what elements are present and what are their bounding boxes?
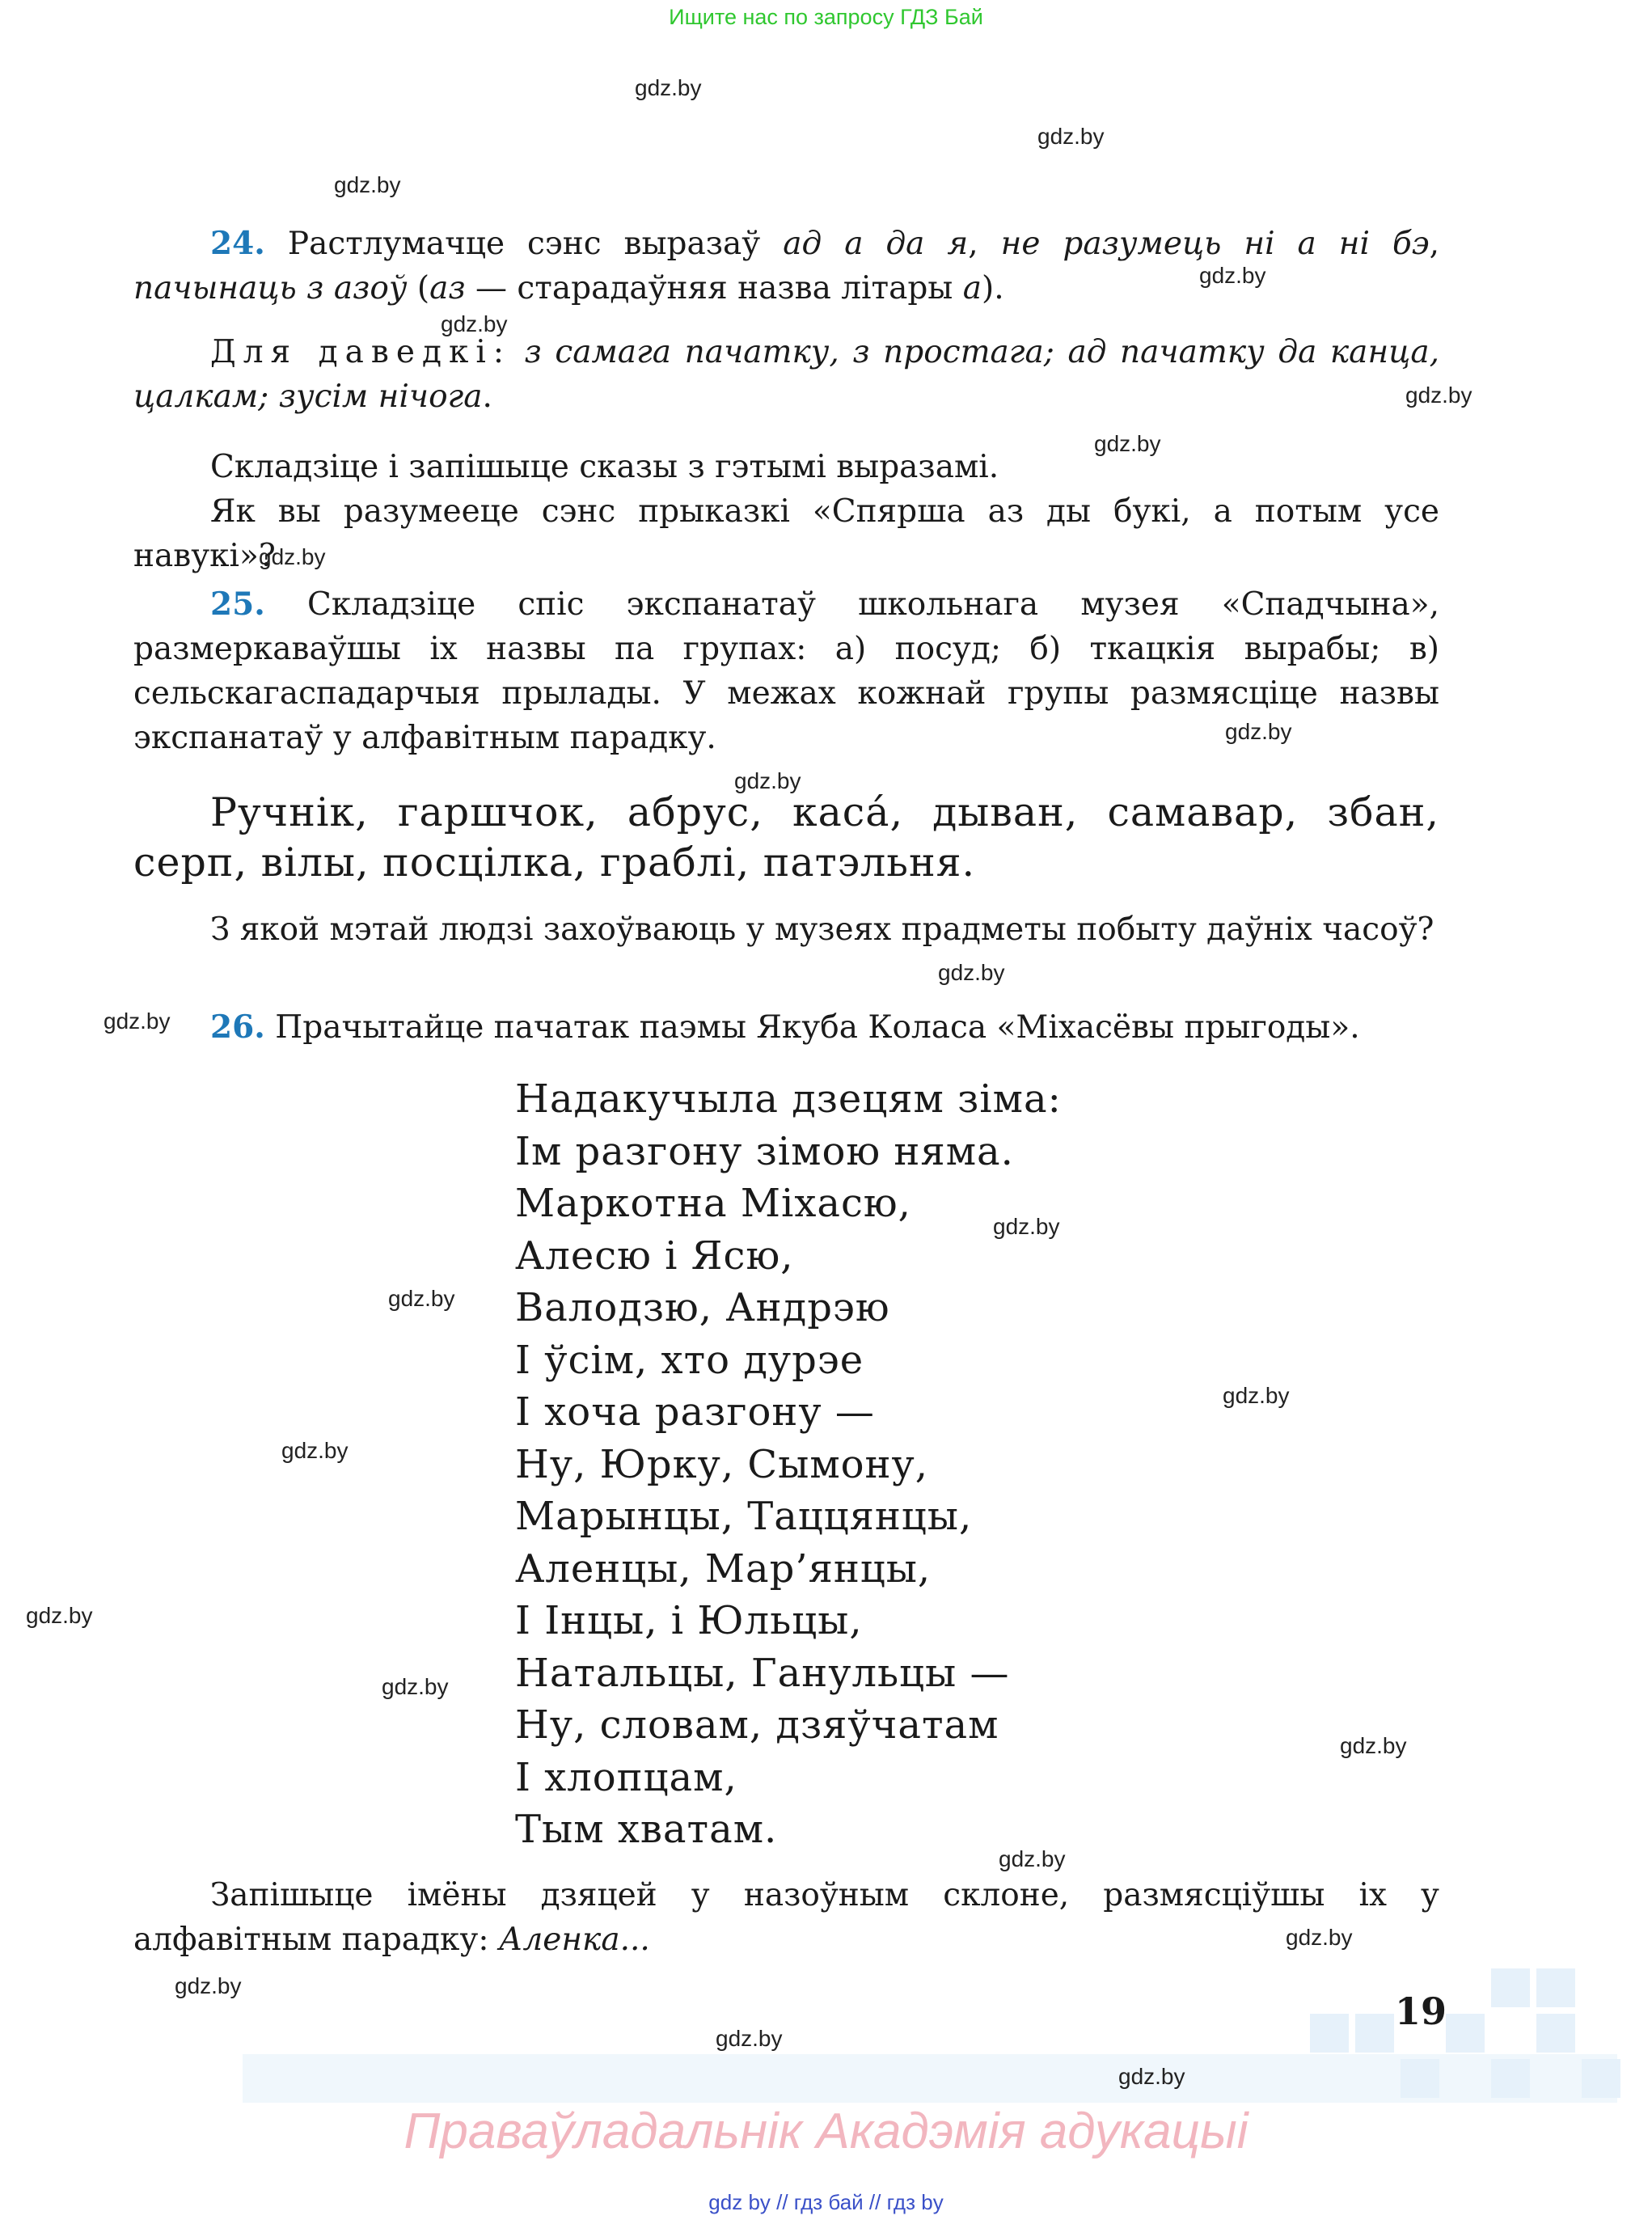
bottom-links[interactable]: gdz by // гдз бай // гдз by [708, 2190, 944, 2214]
poem-line: Маркотна Міхасю, [515, 1181, 911, 1226]
watermark: gdz.by [334, 172, 401, 197]
exercise-24-task: Складзіце і запішыце сказы з гэтымі выразамі. [210, 449, 999, 485]
decor-square [1446, 2014, 1485, 2053]
exercise-26-task: Запішыце імёны дзяцей у назоўным склоне, размясціўшы іх у алфавітным парадку: Аленка... [133, 1877, 1439, 1958]
watermark: gdz.by [26, 1603, 93, 1628]
poem-line: Ну, словам, дзяўчатам [515, 1702, 999, 1748]
exercise-25-question: З якой мэтай людзі захоўваюць у музеях прадметы побыту даўніх часоў? [210, 911, 1434, 948]
poem-line: Валодзю, Андрэю [515, 1285, 890, 1330]
watermark: gdz.by [1340, 1733, 1407, 1758]
reference-label: Для даведкі: [210, 334, 511, 370]
watermark: gdz.by [1118, 2064, 1185, 2089]
copyright-note: Праваўладальнік Акадэмія адукацыі [403, 2103, 1249, 2159]
watermark: gdz.by [716, 2026, 783, 2051]
watermark: gdz.by [1199, 263, 1266, 288]
watermark: gdz.by [1286, 1925, 1353, 1950]
exercise-24-reference: Для даведкі: з самага пачатку, з простага; ад пачатку да канца, цалкам; зусім нічога. [133, 334, 1439, 415]
poem-line: І хоча разгону — [515, 1389, 875, 1435]
decor-square [1310, 2014, 1349, 2053]
decor-strip [243, 2054, 1617, 2103]
watermark: gdz.by [938, 960, 1005, 985]
watermark: gdz.by [259, 544, 326, 569]
exercise-24-question: Як вы разумееце сэнс прыказкі «Спярша аз ды букі, а потым усе навукі»? [133, 493, 1439, 574]
watermark: gdz.by [281, 1438, 349, 1463]
exercise-26-text: 26. Прачытайце пачатак паэмы Якуба Коласа «Міхасёвы прыгоды». [210, 1008, 1360, 1046]
watermark: gdz.by [175, 1973, 242, 1998]
exercise-25-words: Ручнік, гаршчок, абрус, каса́, дыван, самавар, збан, серп, вілы, посцілка, граблі, патэльня. [133, 789, 1439, 886]
poem-line: Натальцы, Ганульцы — [515, 1650, 1010, 1696]
watermark: gdz.by [999, 1846, 1066, 1871]
poem-line: Тым хватам. [515, 1807, 778, 1852]
watermark: gdz.by [1037, 124, 1105, 149]
poem-line: І ўсім, хто дурэе [515, 1337, 864, 1383]
poem-line: Ім разгону зімою няма. [515, 1128, 1014, 1174]
reference-text: з самага пачатку, з простага; ад пачатку да канца, цалкам; зусім нічога [133, 334, 1439, 415]
decor-square [1536, 2014, 1575, 2053]
watermark: gdz.by [441, 311, 508, 336]
exercise-26-number: 26. [210, 1008, 265, 1046]
watermark: gdz.by [382, 1674, 449, 1699]
poem-line: Аленцы, Мар’янцы, [515, 1545, 932, 1592]
exercise-25-number: 25. [210, 586, 265, 623]
poem-line: Алесю і Ясю, [515, 1233, 794, 1279]
top-banner[interactable]: Ищите нас по запросу ГДЗ Бай [669, 5, 983, 29]
watermark: gdz.by [1094, 431, 1161, 456]
poem-line: І Інцы, і Юльцы, [515, 1598, 863, 1643]
watermark: gdz.by [1223, 1383, 1290, 1408]
poem-line: Надакучыла дзецям зіма: [515, 1076, 1062, 1122]
decor-square [1536, 1968, 1575, 2007]
page-number: 19 [1395, 1989, 1447, 2033]
exercise-24-text: 24. Растлумачце сэнс выразаў ад а да я, не разумець ні а ні бэ, пачынаць з азоў (аз — старадаўняя назва літары а). [133, 225, 1440, 307]
poem [515, 1073, 1062, 1856]
watermark: gdz.by [1225, 719, 1292, 744]
decor-square [1491, 1968, 1530, 2007]
watermark: gdz.by [388, 1286, 455, 1311]
exercise-24-number: 24. [210, 225, 265, 262]
watermark: gdz.by [1405, 383, 1472, 408]
watermark: gdz.by [104, 1008, 171, 1034]
watermark: gdz.by [635, 75, 702, 100]
decor-square [1355, 2014, 1394, 2053]
poem-line: І хлопцам, [515, 1754, 737, 1800]
watermark: gdz.by [993, 1214, 1060, 1239]
watermark: gdz.by [734, 768, 801, 793]
poem-line: Марынцы, Таццянцы, [515, 1494, 973, 1539]
exercise-25-text: 25. Складзіце спіс экспанатаў школьнага музея «Спадчына», размеркаваўшы іх назвы па групах: а) посуд; б) ткацкія вырабы; в) сельскагаспадарчыя прылады. У межах кожнай групы размясціце назвы экспанатаў у алфавітным парадку. [133, 586, 1439, 756]
poem-line: Ну, Юрку, Сымону, [515, 1441, 929, 1487]
